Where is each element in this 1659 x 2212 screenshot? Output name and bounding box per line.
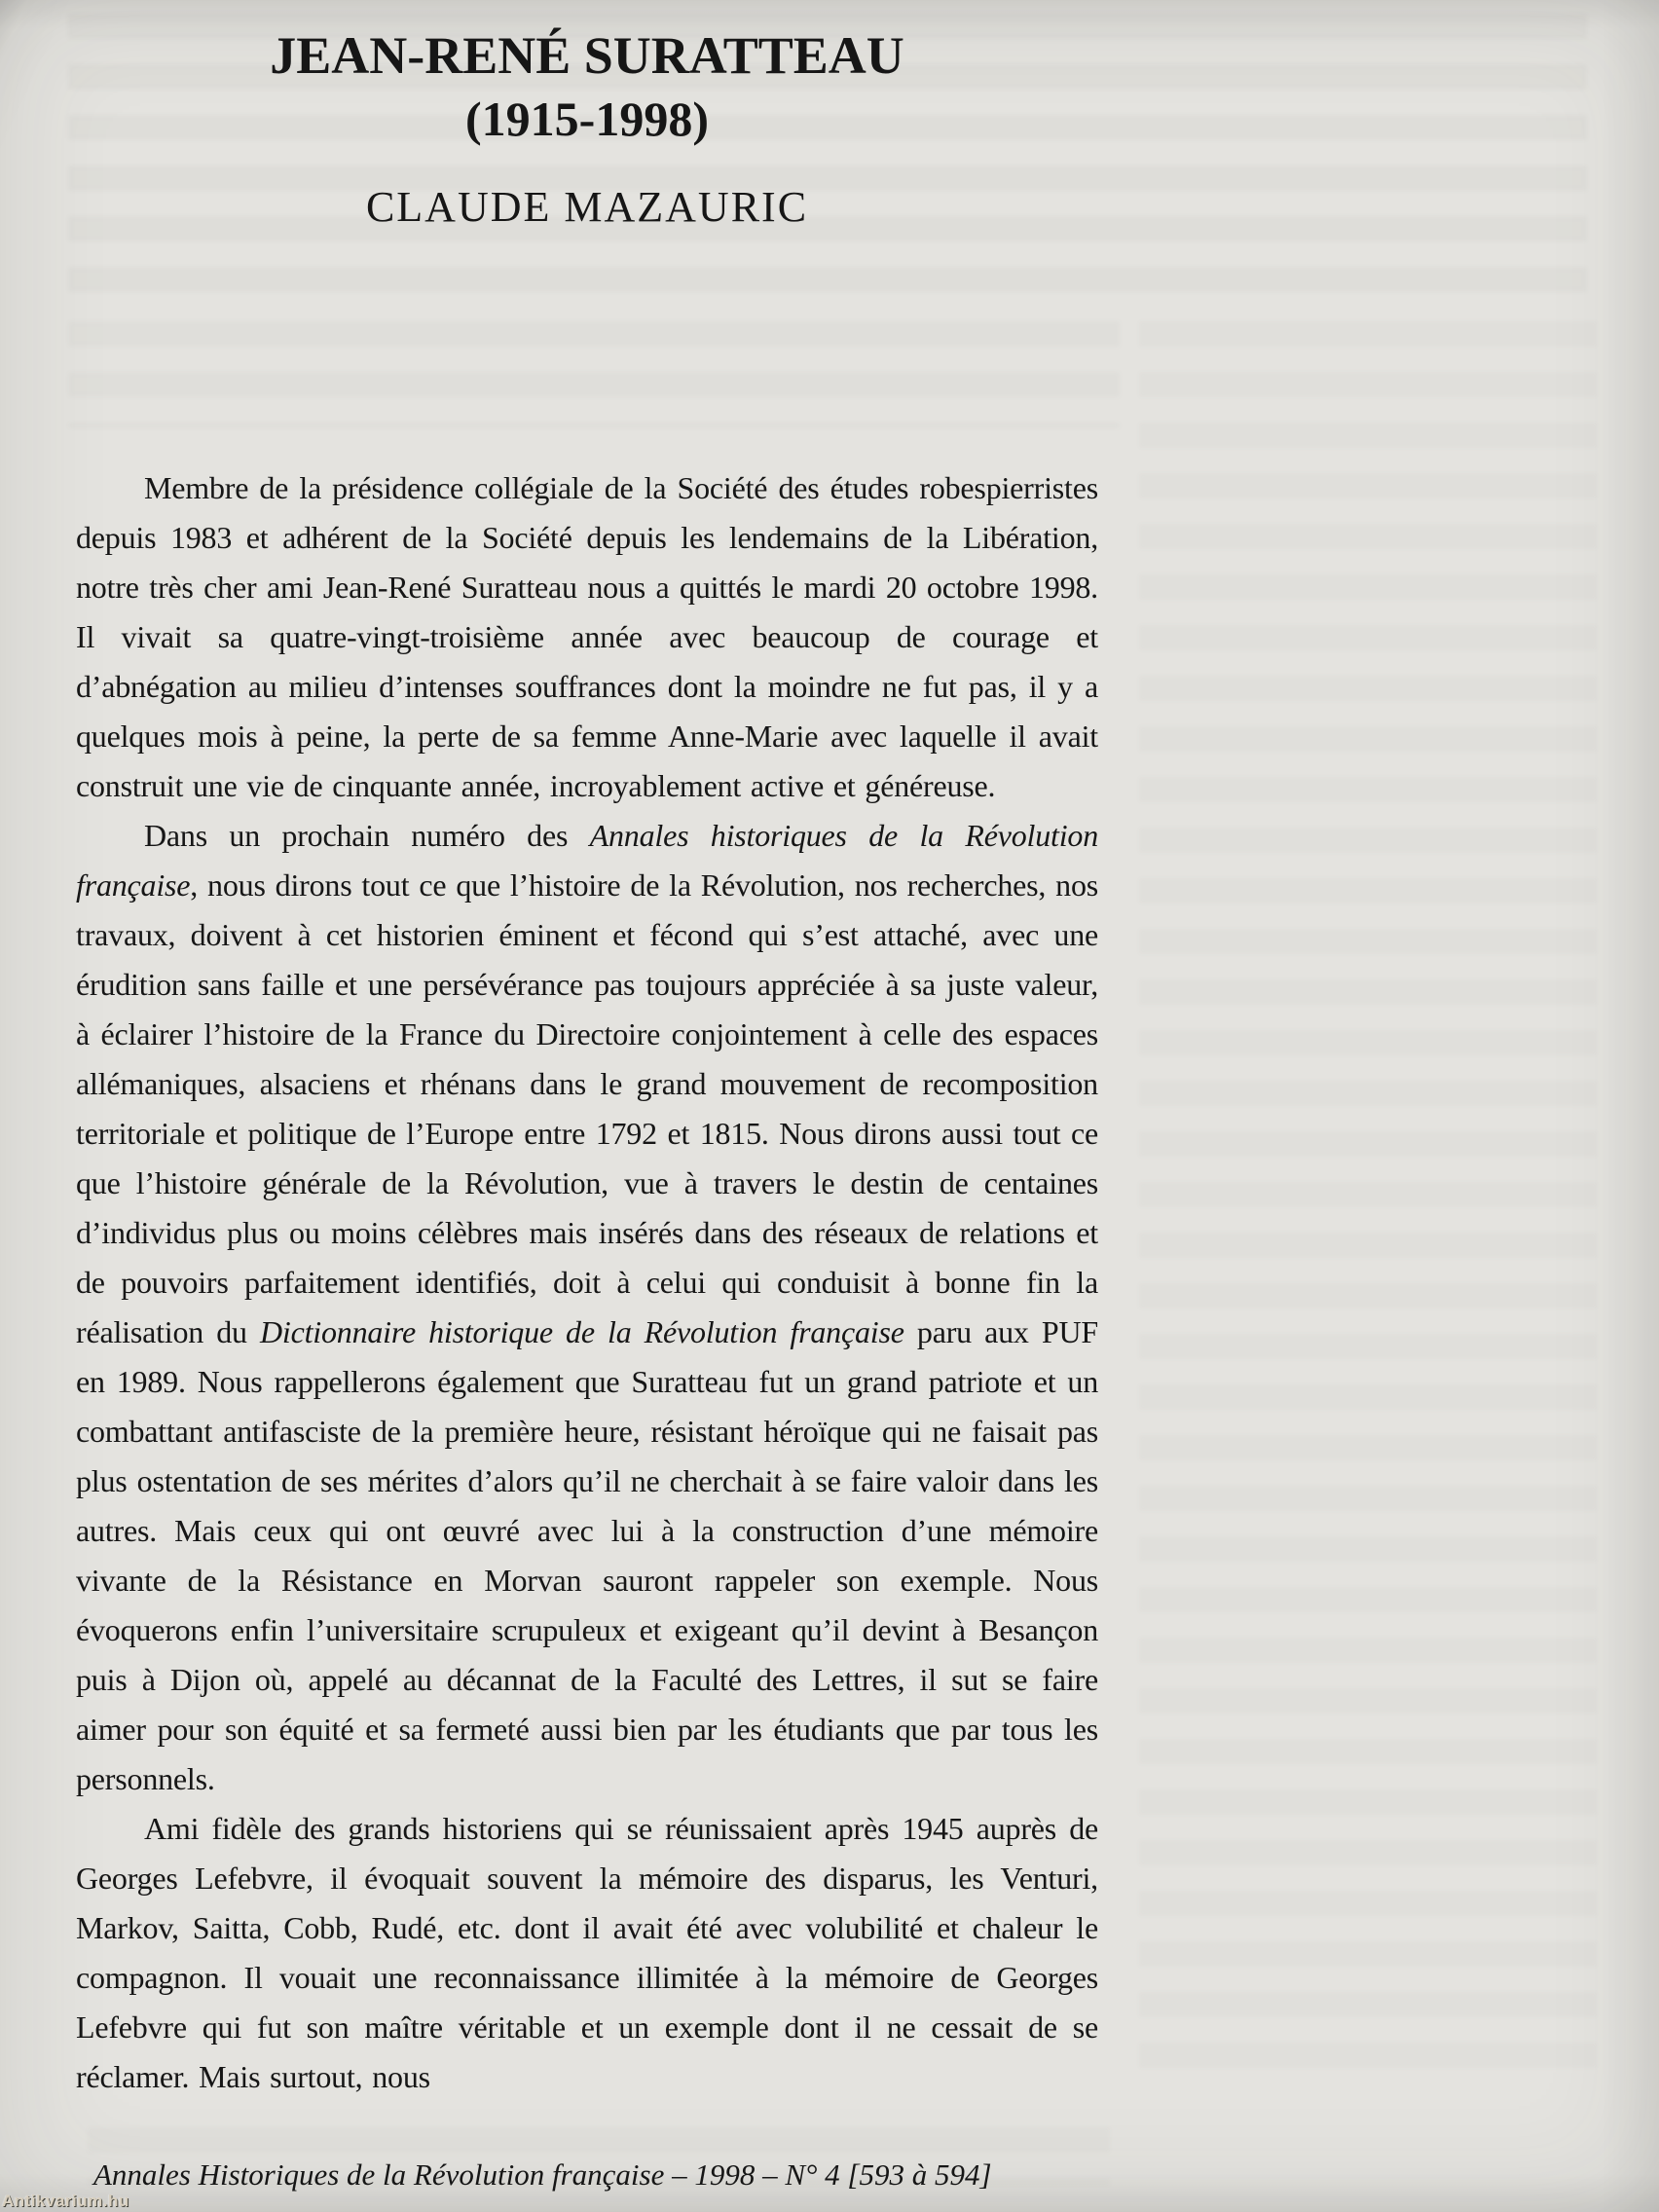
article-title-years: (1915-1998): [465, 92, 709, 146]
body-text: Membre de la présidence collégiale de la Société des études robespierristes depuis 1983 et adhérent de la Société depuis les lendemains de la Libération, notre très cher ami Jean-René Suratteau nous a quittés le mardi 20 octobre 1998. Il vivait sa quatre-vingt-troisième année avec beaucoup de courage et d’abnégation au milieu d’intenses souffrances dont la moindre ne fut pas, il y a quelques mois à peine, la perte de sa femme Anne-Marie avec laquelle il avait construit une vie de cinquante année, incroyablement active et généreuse.: [76, 470, 1098, 803]
journal-footer: Annales Historiques de la Révolution française – 1998 – N° 4 [593 à 594]: [93, 2157, 992, 2192]
body-text: Ami fidèle des grands historiens qui se réunissaient après 1945 auprès de Georges Lefebvre, il évoquait souvent la mémoire des disparus, les Venturi, Markov, Saitta, Cobb, Rudé, etc. dont il avait été avec volubilité et chaleur le compagnon. Il vouait une reconnaissance illimitée à la mémoire de Georges Lefebvre qui fut son maître véritable et un exemple dont il ne cessait de se réclamer. Mais surtout, nous: [76, 1811, 1098, 2094]
article-body: [76, 463, 1098, 2102]
watermark: Antikvarium.hu: [2, 2192, 129, 2210]
page-bleedthrough-right: [1139, 321, 1597, 2074]
article-title: JEAN-RENÉ SURATTEAU: [270, 26, 904, 85]
author-name: CLAUDE MAZAURIC: [365, 183, 809, 231]
body-text: paru aux PUF en 1989. Nous rappellerons également que Suratteau fut un grand patriote et un combattant antifasciste de la première heure, résistant héroïque qui ne faisait pas plus ostentation de ses mérites d’alors qu’il ne cherchait à se faire valoir dans les autres. Mais ceux qui ont œuvré avec lui à la construction d’une mémoire vivante de la Résistance en Morvan sauront rappeler son exemple. Nous évoquerons enfin l’universitaire scrupuleux et exigeant qu’il devint à Besançon puis à Dijon où, appelé au décannat de la Faculté des Lettres, il sut se faire aimer pour son équité et sa fermeté aussi bien par les étudiants que par tous les personnels.: [76, 1314, 1098, 1796]
body-text: Dans un prochain numéro des: [144, 818, 590, 853]
body-text: , nous dirons tout ce que l’histoire de la Révolution, nos recherches, nos travaux, doivent à cet historien éminent et fécond qui s’est attaché, avec une érudition sans faille et une persévérance pas toujours appréciée à sa juste valeur, à éclairer l’histoire de la France du Directoire conjointement à celle des espaces allémaniques, alsaciens et rhénans dans le grand mouvement de recomposition territoriale et politique de l’Europe entre 1792 et 1815. Nous dirons aussi tout ce que l’histoire générale de la Révolution, vue à travers le destin de centaines d’individus plus ou moins célèbres mais insérés dans des réseaux de relations et de pouvoirs parfaitement identifiés, doit à celui qui conduisit à bonne fin la réalisation du: [76, 867, 1098, 1349]
page-content: [76, 0, 1098, 2194]
italic-text: Annales historiques de la Révolution française: [76, 818, 1098, 903]
paragraph-1: [76, 463, 1098, 811]
paragraph-2: [76, 811, 1098, 1804]
italic-text: Dictionnaire historique de la Révolution française: [260, 1314, 904, 1349]
paragraph-3: [76, 1804, 1098, 2102]
